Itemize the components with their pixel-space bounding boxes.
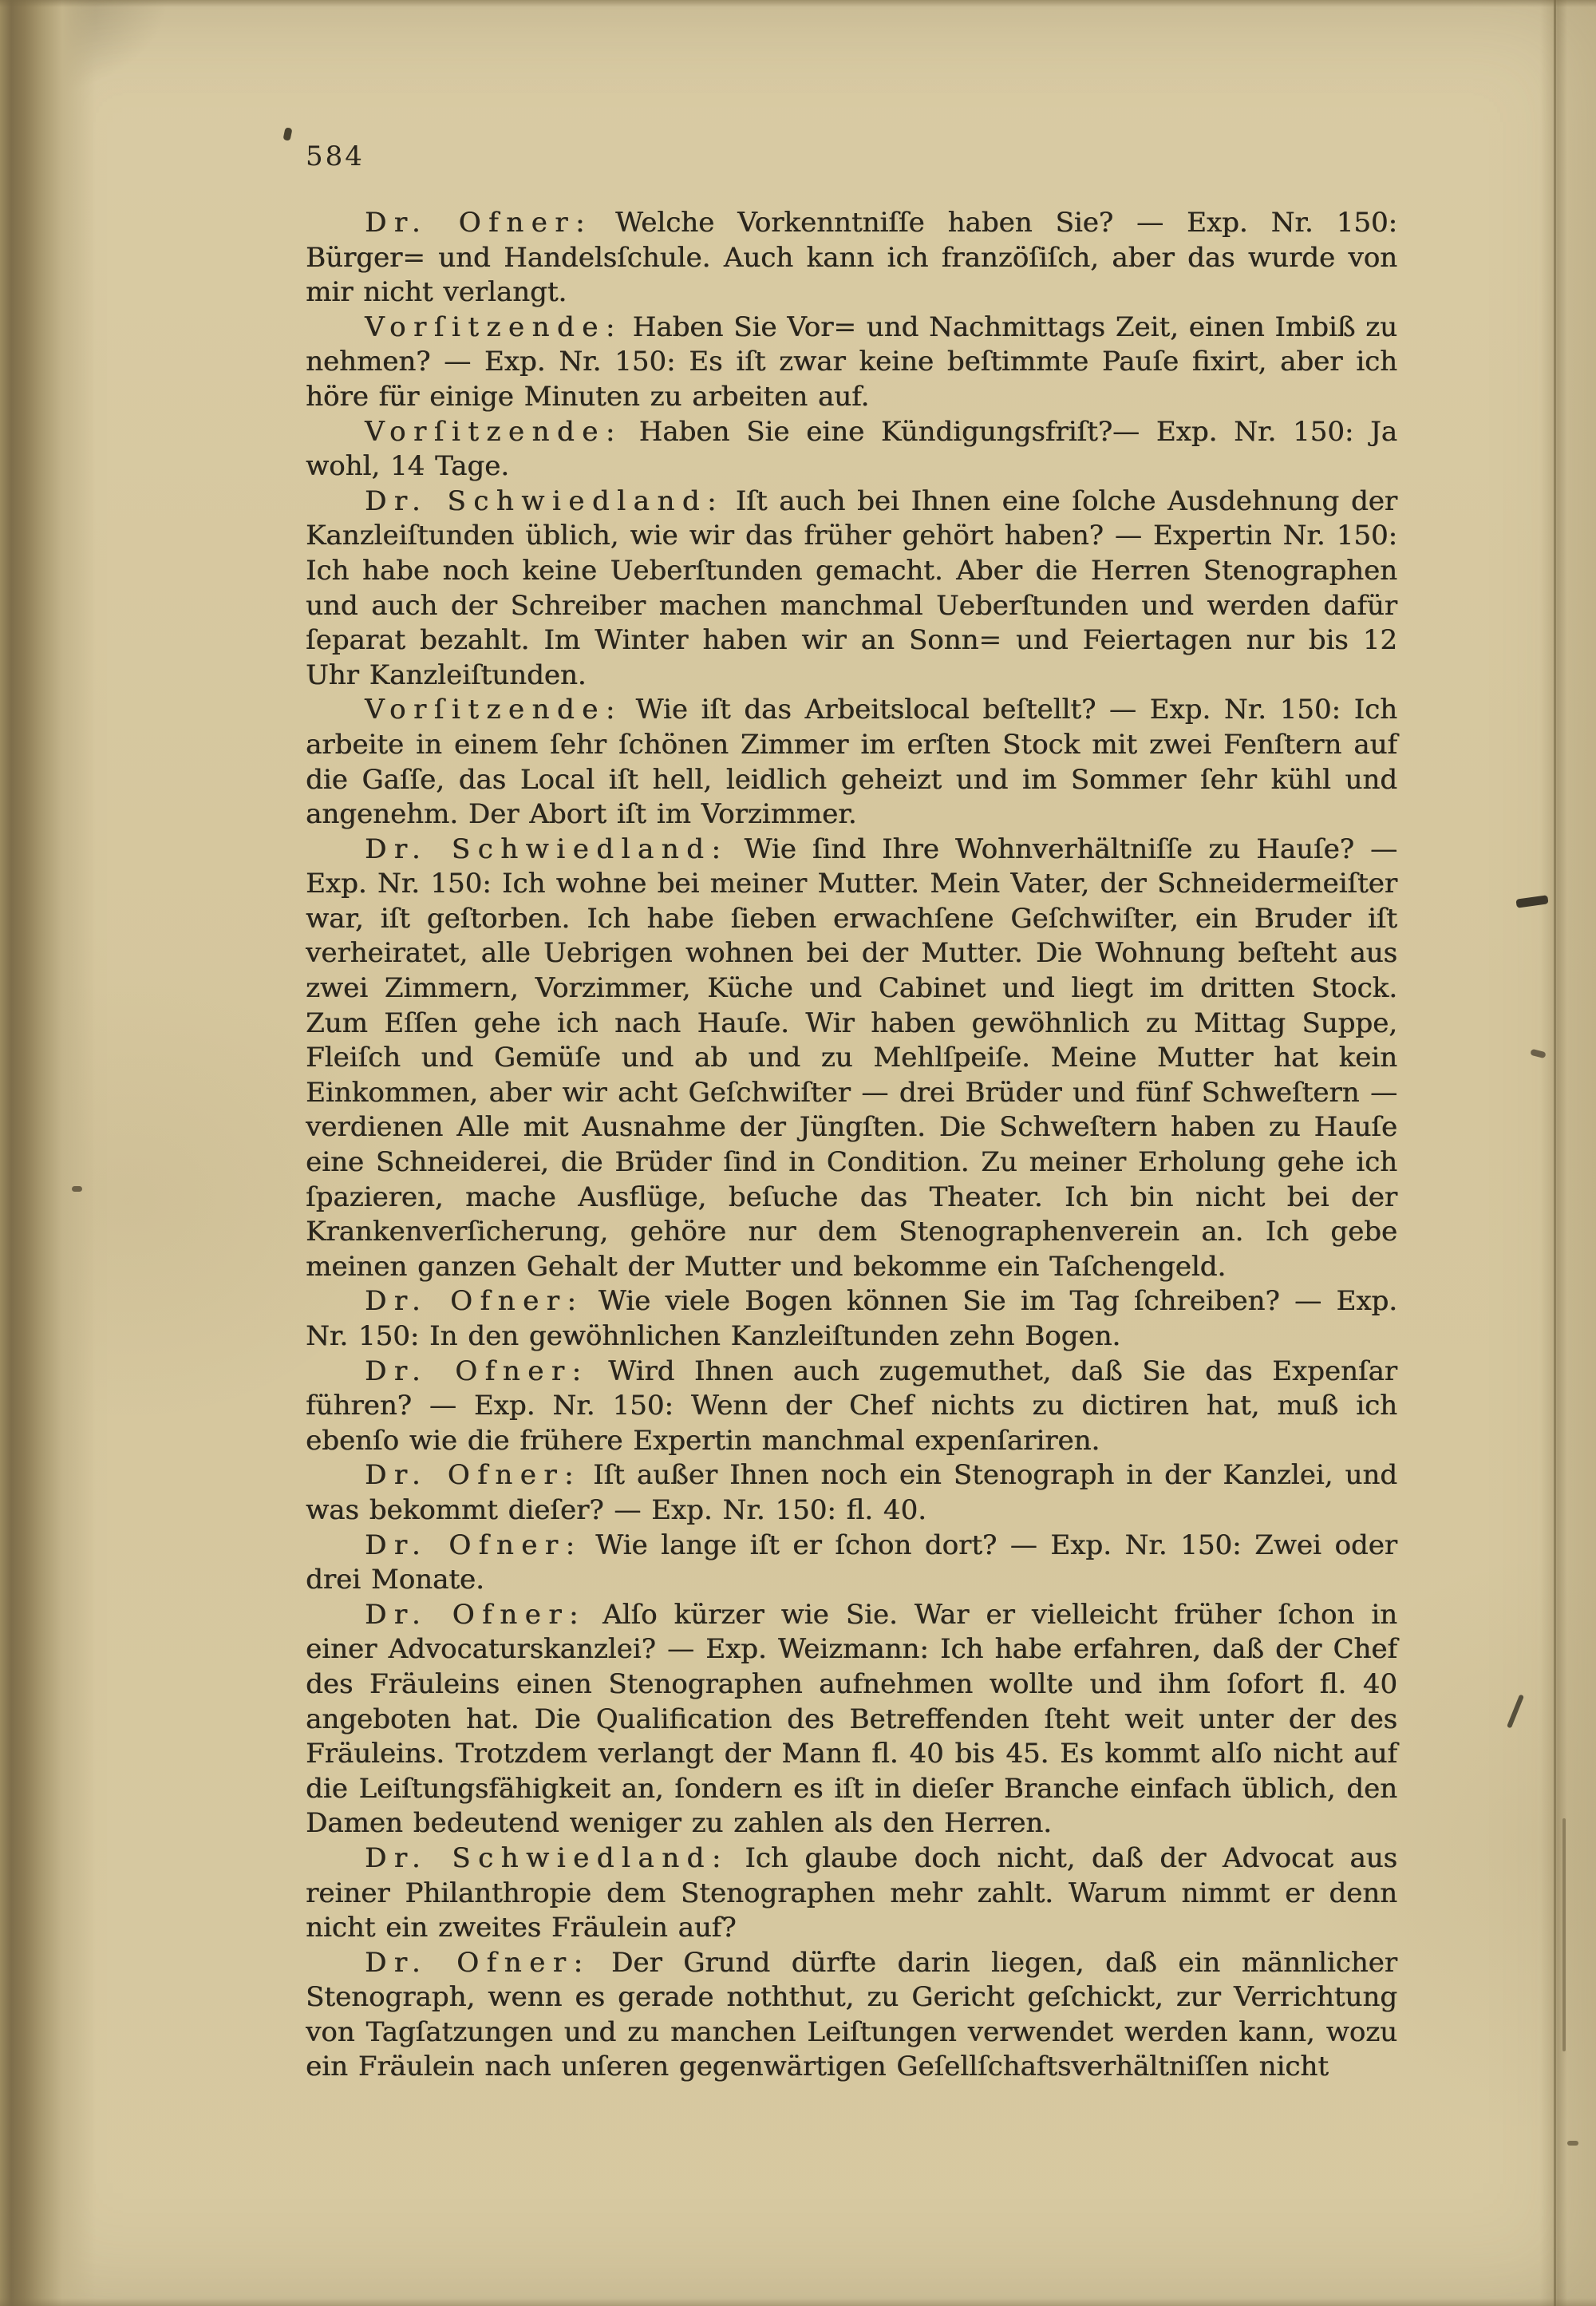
margin-line-mark bbox=[1562, 1818, 1566, 2051]
transcript-paragraph bbox=[306, 1841, 1397, 1946]
speaker-name: Vorſitzende: bbox=[365, 694, 622, 726]
speaker-name: Dr. Ofner: bbox=[365, 1529, 583, 1561]
paragraph-text: Haben Sie eine Kündigungsfriſt?— Exp. Nr. 150: Ja wohl, 14 Tage. bbox=[306, 415, 1397, 483]
transcript-paragraph bbox=[306, 1529, 1397, 1598]
speaker-name: Vorſitzende: bbox=[365, 310, 622, 343]
paragraph-text: Wie ſind Ihre Wohnverhältniſſe zu Hauſe? — Exp. Nr. 150: Ich wohne bei meiner Mutter. Mein Vater, der Schneidermeiſter war, iſt geſtorben. Ich habe ſieben erwachſene Geſchwiſter, ein Bruder iſt verheiratet, alle Uebrigen wohnen bei der Mutter. Die Wohnung beſteht aus zwei Zimmern, Vorzimmer, Küche und Cabinet und liegt im dritten Stock. Zum Eſſen gehe ich nach Hauſe. Wir haben gewöhnlich zu Mittag Suppe, Fleiſch und Gemüſe und ab und zu Mehlſpeiſe. Meine Mutter hat kein Einkommen, aber wir acht Geſchwiſter — drei Brüder und fünf Schweſtern — verdienen Alle mit Ausnahme der Jüngſten. Die Schweſtern haben zu Hauſe eine Schneiderei, die Brüder ſind in Condition. Zu meiner Erholung gehe ich ſpazieren, mache Ausflüge, beſuche das Theater. Ich bin nicht bei der Krankenverſicherung, gehöre nur dem Stenographenverein an. Ich gebe meinen ganzen Gehalt der Mutter und bekomme ein Taſchengeld. bbox=[306, 833, 1397, 1283]
speaker-name: Dr. Schwiedland: bbox=[365, 833, 729, 865]
transcript-paragraph bbox=[306, 1458, 1397, 1528]
speaker-name: Dr. Ofner: bbox=[365, 207, 592, 239]
ink-mark bbox=[1507, 1694, 1524, 1728]
transcript-paragraph bbox=[306, 310, 1397, 415]
page-fore-edge bbox=[1540, 0, 1596, 2306]
speaker-name: Dr. Ofner: bbox=[365, 1285, 584, 1318]
page-top-edge bbox=[0, 0, 1596, 7]
paragraph-text: Wie lange iſt er ſchon dort? — Exp. Nr. 150: Zwei oder drei Monate. bbox=[306, 1529, 1397, 1596]
transcript-paragraph bbox=[306, 415, 1397, 485]
transcript-paragraph bbox=[306, 1284, 1397, 1354]
ink-mark bbox=[282, 127, 292, 141]
paragraph-text: Iſt auch bei Ihnen eine ſolche Ausdehnung der Kanzleiſtunden üblich, wie wir das früher gehört haben? — Expertin Nr. 150: Ich habe noch keine Ueberſtunden gemacht. Aber die Herren Stenographen und auch der Schreiber machen manchmal Ueberſtunden und werden dafür ſeparat bezahlt. Im Winter haben wir an Sonn= und Feiertagen nur bis 12 Uhr Kanzleiſtunden. bbox=[306, 485, 1398, 691]
paragraph-text: Haben Sie Vor= und Nachmittags Zeit, einen Imbiß zu nehmen? — Exp. Nr. 150: Es iſt zwar keine beſtimmte Pauſe fixirt, aber ich höre für einige Minuten zu arbeiten auf. bbox=[306, 310, 1397, 413]
transcript-paragraph bbox=[306, 1355, 1397, 1459]
speaker-name: Dr. Schwiedland: bbox=[365, 485, 725, 517]
transcript-paragraph bbox=[306, 485, 1397, 694]
page-bottom-edge bbox=[0, 2298, 1596, 2306]
paragraph-text: Wie viele Bogen können Sie im Tag ſchreiben? — Exp. Nr. 150: In den gewöhnlichen Kanzleiſtunden zehn Bogen. bbox=[306, 1285, 1397, 1352]
paragraph-text: Ich glaube doch nicht, daß der Advocat aus reiner Philanthropie dem Stenographen mehr zahlt. Warum nimmt er denn nicht ein zweites Fräulein auf? bbox=[306, 1841, 1397, 1944]
page-edge-line bbox=[1554, 0, 1556, 2306]
ink-mark bbox=[72, 1186, 82, 1192]
paragraph-text: Wie iſt das Arbeitslocal beſtellt? — Exp. Nr. 150: Ich arbeite in einem ſehr ſchönen Zimmer im erſten Stock mit zwei Fenſtern auf die Gaſſe, das Local iſt hell, leidlich geheizt und im Sommer ſehr kühl und angenehm. Der Abort iſt im Vorzimmer. bbox=[306, 694, 1397, 831]
speaker-name: Dr. Ofner: bbox=[365, 1598, 586, 1631]
paragraph-text: Der Grund dürfte darin liegen, daß ein männlicher Stenograph, wenn es gerade noththut, zu Gericht geſchickt, zur Verrichtung von Tagſatzungen und zu manchen Leiſtungen verwendet werden kann, wozu ein Fräulein nach unſeren gegenwärtigen Geſellſchaftsverhältniſſen nicht bbox=[306, 1946, 1397, 2083]
transcript-paragraph bbox=[306, 833, 1397, 1285]
speaker-name: Vorſitzende: bbox=[365, 415, 622, 448]
transcript-paragraph bbox=[306, 693, 1397, 832]
speaker-name: Dr. Ofner: bbox=[365, 1946, 591, 1979]
speaker-name: Dr. Schwiedland: bbox=[365, 1841, 729, 1874]
speaker-name: Dr. Ofner: bbox=[365, 1459, 582, 1492]
paragraph-text: Wird Ihnen auch zugemuthet, daß Sie das Expenſar führen? — Exp. Nr. 150: Wenn der Chef nichts zu dictiren hat, muß ich ebenſo wie die frühere Expertin manchmal expenſariren. bbox=[306, 1355, 1397, 1457]
text-block bbox=[306, 206, 1397, 2085]
transcript-paragraph bbox=[306, 1598, 1397, 1841]
speaker-name: Dr. Ofner: bbox=[365, 1355, 589, 1387]
paragraph-text: Welche Vorkenntniſſe haben Sie? — Exp. Nr. 150: Bürger= und Handelsſchule. Auch kann ich franzöſiſch, aber das wurde von mir nicht verlangt. bbox=[306, 207, 1398, 309]
binding-edge bbox=[0, 0, 96, 2306]
paragraph-text: Iſt außer Ihnen noch ein Stenograph in der Kanzlei, und was bekommt dieſer? — Exp. Nr. 150: fl. 40. bbox=[306, 1459, 1397, 1526]
transcript-paragraph bbox=[306, 1946, 1397, 2085]
transcript-paragraph bbox=[306, 206, 1397, 310]
ink-mark bbox=[1567, 2141, 1578, 2146]
page-number: 584 bbox=[306, 140, 365, 172]
paragraph-text: Alſo kürzer wie Sie. War er vielleicht früher ſchon in einer Advocaturskanzlei? — Exp. Weizmann: Ich habe erfahren, daß der Chef des Fräuleins einen Stenographen aufnehmen wollte und ihm ſofort fl. 40 angeboten hat. Die Qualification des Betreffenden ſteht weit unter der des Fräuleins. Trotzdem verlangt der Mann fl. 40 bis 45. Es kommt alſo nicht auf die Leiſtungsfähigkeit an, ſondern es iſt in dieſer Branche einfach üblich, den Damen bedeutend weniger zu zahlen als den Herren. bbox=[306, 1598, 1397, 1840]
